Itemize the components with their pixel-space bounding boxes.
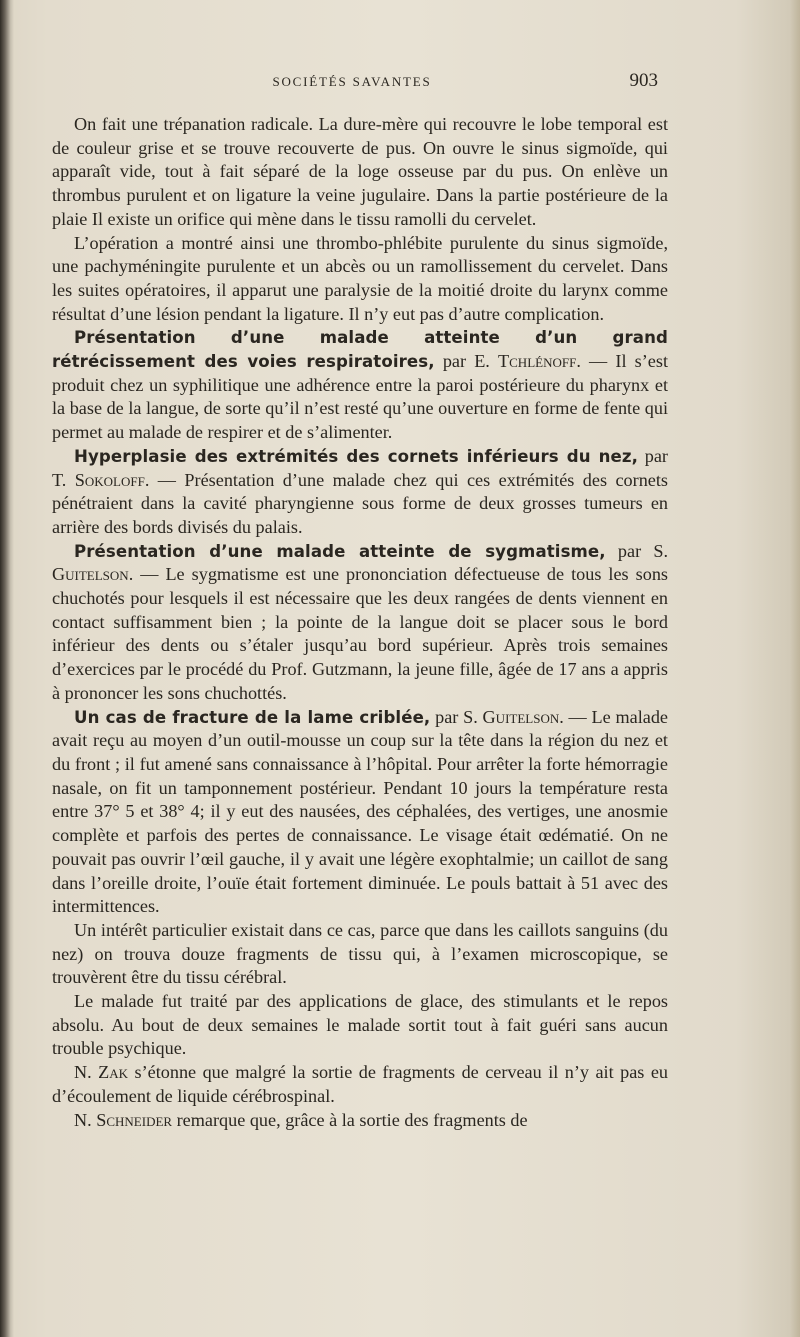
paragraph-operation <box>52 113 668 232</box>
paragraph-text: On fait une trépanation radicale. La dure-mère qui recouvre le lobe temporal est de couleur grise et se trouve recouverte de pus. On ouvre le sinus sigmoïde, qui apparaît vide, tout à fait séparé de la loge osseuse par du pus. On enlève un thrombus purulent et on ligature la veine jugulaire. Dans la partie postérieure de la plaie Il existe un orifice qui mène dans le tissu ramolli du cervelet. <box>52 114 668 229</box>
paragraph-sygmatisme <box>52 540 668 706</box>
paragraph-zak <box>52 1061 668 1108</box>
byline: par S. <box>605 540 668 561</box>
section-title: Présentation d’une malade atteinte d’un grand rétrécissement des voies respiratoires, <box>52 328 668 372</box>
paragraph-treatment <box>52 990 668 1061</box>
paragraph-fracture <box>52 706 668 919</box>
paragraph-text: . — Présentation d’une malade chez qui ces extrémités des cornets pénétraient dans la cavité pharyngienne sous forme de deux grosses tumeurs en arrière des bords divisés du palais. <box>52 469 668 537</box>
body-text <box>52 113 668 1132</box>
spine-shadow <box>0 0 14 1337</box>
paragraph-schneider <box>52 1109 668 1133</box>
paragraph-tchlenoff <box>52 326 668 445</box>
author-name: Zak <box>98 1062 129 1083</box>
paragraph-text: Un intérêt particulier existait dans ce cas, parce que dans les caillots sanguins (du nez) on trouva douze fragments de tissu qui, à l’examen microscopique, se trouvèrent être du tissu cérébral. <box>52 919 668 988</box>
byline: par T. <box>52 445 668 490</box>
byline: par E. <box>434 351 499 372</box>
paragraph-operation-result <box>52 232 668 327</box>
running-head: SOCIÉTÉS SAVANTES <box>272 74 432 89</box>
author-name: Guitelson <box>482 706 560 727</box>
paragraph-sokoloff <box>52 445 668 540</box>
author-name: Schneider <box>96 1109 173 1130</box>
speaker-lead: N. <box>74 1062 99 1083</box>
paragraph-text: L’opération a montré ainsi une thrombo-phlébite purulente du sinus sigmoïde, une pachyméningite purulente et un abcès ou un ramollissement du cervelet. Dans les suites opératoires, il apparut une paralysie de la moitié droite du larynx comme résultat d’une lésion pendant la ligature. Il n’y eut pas d’autre complication. <box>52 232 668 324</box>
paragraph-text: . — Le malade avait reçu au moyen d’un outil-mousse un coup sur la tête dans la région du nez et du front ; il fut amené sans connaissance à l’hôpital. Pour arrêter la forte hémorragie nasale, on fit un tamponnement postérieur. Pendant 10 jours la température resta entre 37° 5 et 38° 4; il y eut des nausées, des céphalées, des vertiges, une anosmie complète et parfois des pertes de connaissance. Le visage était œdématié. On ne pouvait pas ouvrir l’œil gauche, il y avait une légère exophtalmie; un caillot de sang dans l’oreille droite, l’ouïe était fortement diminuée. Le pouls battait à 51 avec des intermittences. <box>52 706 668 917</box>
paragraph-text: Le malade fut traité par des applications de glace, des stimulants et le repos absolu. Au bout de deux semaines le malade sortit tout à fait guéri sans aucun trouble psychique. <box>52 991 668 1059</box>
section-title: Un cas de fracture de la lame criblée, <box>74 707 431 727</box>
author-name: Guitelson <box>52 564 129 585</box>
section-title: Présentation d’une malade atteinte de sygmatisme, <box>74 541 606 561</box>
page-header <box>52 70 658 96</box>
paragraph-text: s’étonne que malgré la sortie de fragments de cerveau il n’y ait pas eu d’écoulement de liquide cérébrospinal. <box>52 1062 668 1106</box>
page-edge <box>790 0 800 1337</box>
author-name: Tchlénoff <box>498 351 577 372</box>
section-title: Hyperplasie des extrémités des cornets inférieurs du nez, <box>74 446 639 466</box>
paragraph-text: . — Il s’est produit chez un syphilitique une adhérence entre la paroi postérieure du pharynx et la base de la langue, de sorte qu’il n’est resté qu’une ouverture en forme de fente qui permet au malade de respirer et de s’alimenter. <box>52 351 668 443</box>
paragraph-text: . — Le sygmatisme est une prononciation défectueuse de tous les sons chuchotés pour lesquels il est nécessaire que les deux rangées de dents viennent en contact suffisamment bien ; la pointe de la langue doit se placer sous le bord inférieur des dents ou s’étaler jusqu’au bord supérieur. Après trois semaines d’exercices par le procédé du Prof. Gutzmann, la jeune fille, âgée de 17 ans a appris à prononcer les sons chuchottés. <box>52 564 668 703</box>
author-name: Sokoloff <box>74 469 145 490</box>
speaker-lead: N. <box>74 1109 97 1130</box>
byline: par S. <box>430 706 483 727</box>
paragraph-text: remarque que, grâce à la sortie des fragments de <box>172 1109 528 1130</box>
page-number: 903 <box>629 70 658 91</box>
paragraph-interest <box>52 919 668 990</box>
